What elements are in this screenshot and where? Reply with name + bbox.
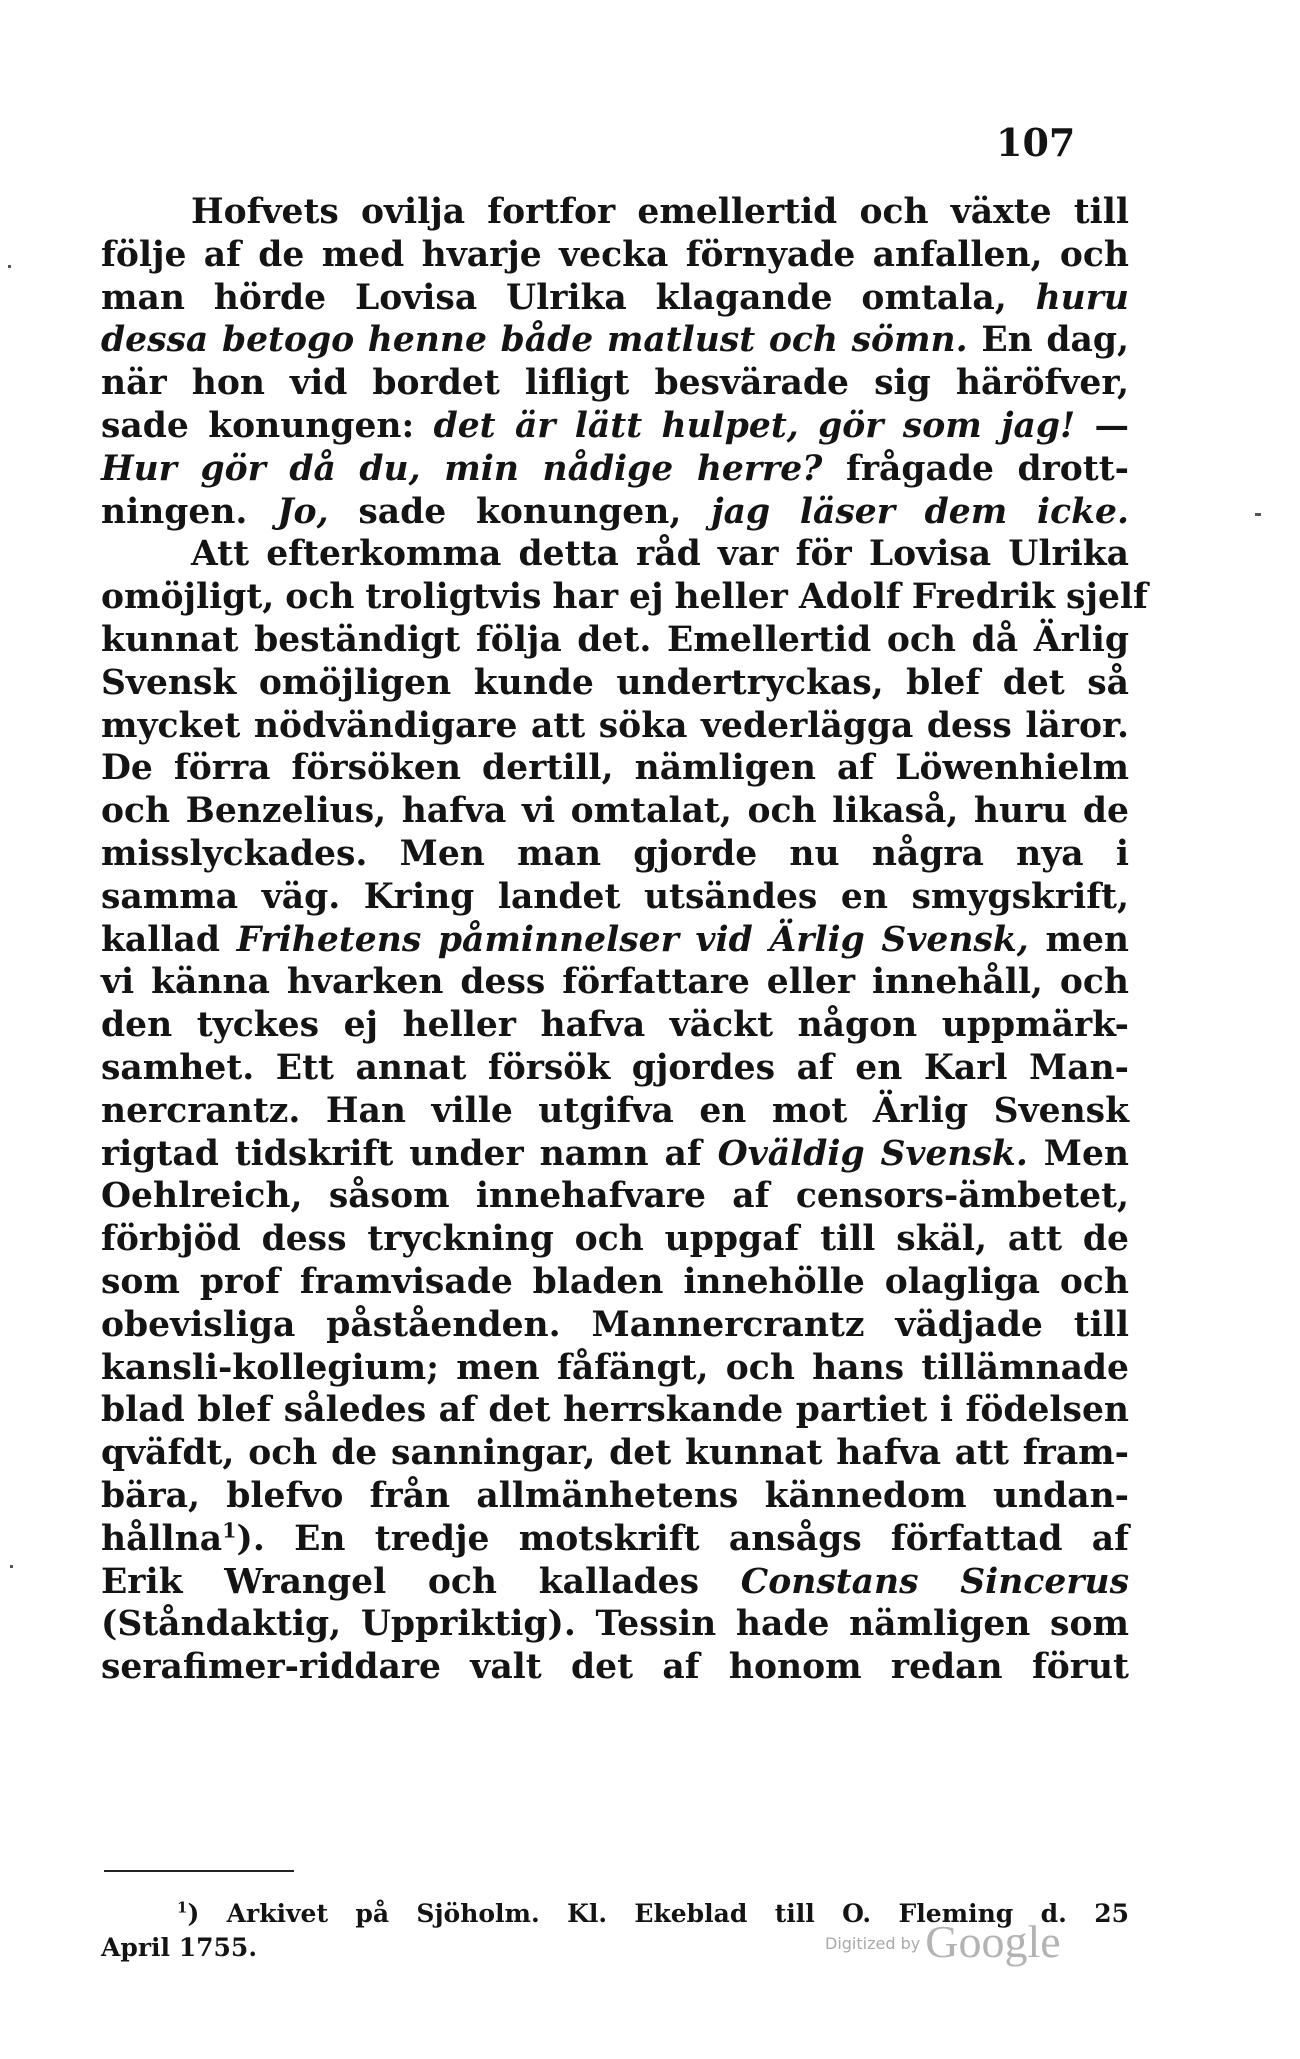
footnote-line: April 1755.: [101, 1933, 258, 1962]
text-line: när hon vid bordet lifligt besvärade sig häröfver,: [101, 363, 1129, 404]
text-line: ningen. Jo, sade konungen, jag läser dem icke.: [101, 491, 1130, 532]
footnote-divider: [104, 1870, 294, 1872]
text-line: (Ståndaktig, Uppriktig). Tessin hade nämligen som: [101, 1604, 1129, 1645]
text-line: som prof framvisade bladen innehölle olagliga och: [101, 1261, 1129, 1302]
text-line: mycket nödvändigare att söka vederlägga dess läror.: [101, 705, 1129, 746]
footnote-line: $^1$) Arkivet på Sjöholm. Kl. Ekeblad till O. Fleming d. 25: [177, 1898, 1129, 1928]
footnote-marker: 1: [177, 1898, 188, 1917]
italic-phrase: jag läser dem icke.: [711, 491, 1130, 532]
text-line: kansli-kollegium; men fåfängt, och hans tillämnade: [101, 1347, 1129, 1388]
text-line: sade konungen: det är lätt hulpet, gör som jag! —: [101, 405, 1129, 446]
scan-speck: [10, 1565, 13, 1568]
italic-phrase: huru: [1035, 277, 1129, 318]
text-line: Att efterkomma detta råd var för Lovisa Ulrika: [191, 534, 1129, 575]
text-line: hållna$^1$). En tredje motskrift ansågs författad af: [101, 1518, 1129, 1559]
italic-phrase: Constans Sincerus: [740, 1561, 1129, 1602]
text-line: vi känna hvarken dess författare eller innehåll, och: [101, 962, 1129, 1003]
text-line: Oehlreich, såsom innehafvare af censors-ämbetet,: [101, 1176, 1129, 1217]
text-line: obevisliga påståenden. Mannercrantz vädjade till: [101, 1304, 1129, 1345]
footnote-reference: 1: [222, 1518, 237, 1543]
text-line: qväfdt, och de sanningar, det kunnat hafva att fram-: [101, 1433, 1129, 1474]
italic-phrase: Oväldig Svensk.: [717, 1133, 1028, 1174]
text-line: blad blef således af det herrskande partiet i födelsen: [101, 1390, 1129, 1431]
text-line: förbjöd dess tryckning och uppgaf till skäl, att de: [101, 1219, 1129, 1260]
italic-phrase: dessa betogo henne både matlust och sömn.: [101, 320, 968, 361]
text-line: Hofvets ovilja fortfor emellertid och växte till: [191, 192, 1129, 232]
text-line: omöjligt, och troligtvis har ej heller Adolf Fredrik sjelf: [101, 577, 1148, 618]
italic-phrase: det är lätt hulpet, gör som jag!: [433, 405, 1076, 446]
scan-speck: [8, 265, 11, 268]
text-line: samma väg. Kring landet utsändes en smygskrift,: [101, 876, 1129, 917]
google-logo: Google: [925, 1916, 1061, 1967]
text-line: Hur gör då du, min nådige herre? frågade drott-: [101, 448, 1129, 489]
digitized-by-google-watermark: [825, 1915, 1061, 1968]
text-line: De förra försöken dertill, nämligen af Löwenhielm: [101, 748, 1129, 789]
scan-speck: [1255, 513, 1261, 516]
text-line: bära, blefvo från allmänhetens kännedom undan-: [101, 1475, 1129, 1516]
italic-phrase: Hur gör då du, min nådige herre?: [101, 448, 823, 489]
text-line: nercrantz. Han ville utgifva en mot Ärlig Svensk: [101, 1090, 1129, 1131]
text-line: samhet. Ett annat försök gjordes af en Karl Man-: [101, 1047, 1129, 1088]
text-line: kallad Frihetens påminnelser vid Ärlig Svensk, men: [101, 919, 1129, 960]
page-number: 107: [996, 120, 1076, 165]
text-line: kunnat beständigt följa det. Emellertid och då Ärlig: [101, 619, 1129, 660]
text-line: Erik Wrangel och kallades Constans Sincerus: [101, 1561, 1129, 1602]
text-line: och Benzelius, hafva vi omtalat, och likaså, huru de: [101, 791, 1129, 832]
watermark-prefix: Digitized by: [825, 1934, 921, 1953]
body-text: [101, 191, 1148, 1689]
text-line: rigtad tidskrift under namn af Oväldig Svensk. Men: [101, 1133, 1130, 1174]
italic-phrase: Jo,: [277, 491, 329, 532]
text-line: misslyckades. Men man gjorde nu några nya i: [101, 833, 1129, 874]
italic-phrase: Frihetens påminnelser vid Ärlig Svensk,: [236, 919, 1029, 960]
text-line: Svensk omöjligen kunde undertryckas, blef det så: [101, 662, 1129, 703]
text-line: serafimer-riddare valt det af honom redan förut: [101, 1647, 1129, 1688]
text-line: följe af de med hvarje vecka förnyade anfallen, och: [101, 234, 1129, 275]
text-line: man hörde Lovisa Ulrika klagande omtala, huru: [101, 277, 1129, 318]
text-line: dessa betogo henne både matlust och sömn. En dag,: [101, 320, 1129, 361]
text-line: den tyckes ej heller hafva väckt någon uppmärk-: [101, 1005, 1129, 1046]
